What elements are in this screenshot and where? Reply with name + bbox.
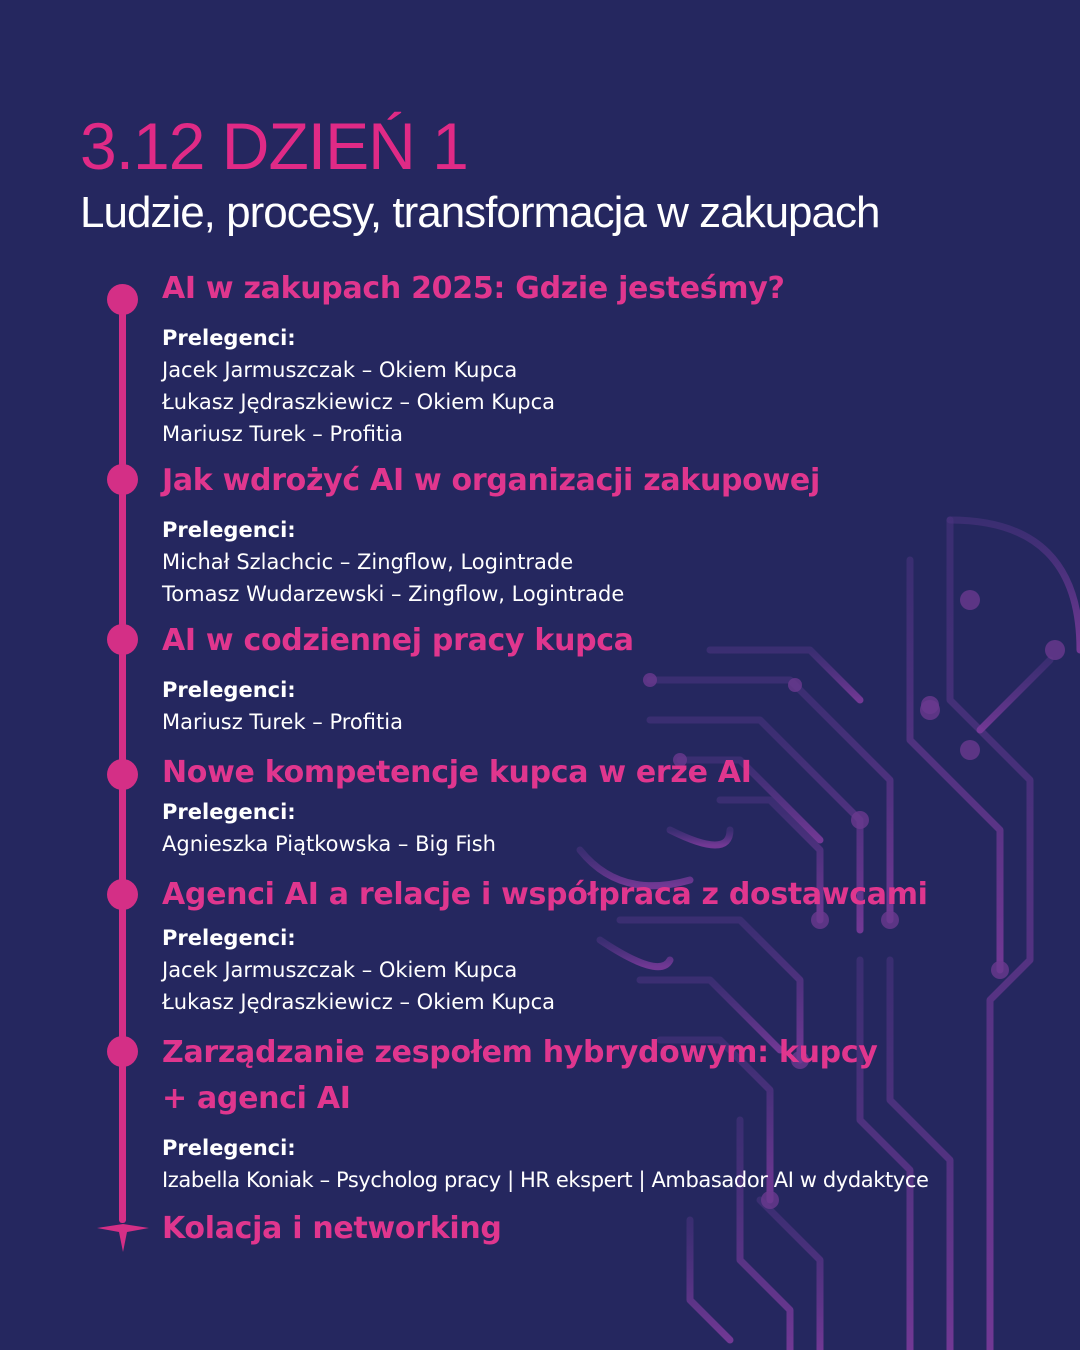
- timeline-dot: [107, 624, 138, 655]
- page-title: 3.12 DZIEŃ 1: [80, 109, 468, 183]
- speakers-label: Prelegenci:: [162, 518, 296, 542]
- session-3: [162, 618, 1022, 738]
- speaker: Łukasz Jędraszkiewicz – Okiem Kupca: [162, 390, 556, 414]
- timeline-dot: [107, 1036, 138, 1067]
- session-2: [162, 458, 1022, 610]
- session-4: [162, 750, 1022, 860]
- page-subtitle: Ludzie, procesy, transformacja w zakupach: [80, 188, 880, 237]
- closing-title: Kolacja i networking: [162, 1211, 502, 1246]
- session-title: AI w zakupach 2025: Gdzie jesteśmy?: [162, 271, 785, 306]
- speaker: Mariusz Turek – Profitia: [162, 710, 403, 734]
- session-title: AI w codziennej pracy kupca: [162, 623, 634, 658]
- session-title: Agenci AI a relacje i współpraca z dostawcami: [162, 877, 928, 912]
- speakers-label: Prelegenci:: [162, 1136, 296, 1160]
- speakers-label: Prelegenci:: [162, 926, 296, 950]
- session-title: Zarządzanie zespołem hybrydowym: kupcy: [162, 1035, 878, 1070]
- closing-session: [162, 1206, 1022, 1252]
- session-title: Nowe kompetencje kupca w erze AI: [162, 755, 752, 790]
- timeline-dot: [107, 879, 138, 910]
- speaker: Jacek Jarmuszczak – Okiem Kupca: [162, 958, 518, 982]
- session-6: [162, 1030, 1022, 1196]
- speaker: Agnieszka Piątkowska – Big Fish: [162, 832, 496, 856]
- speaker: Michał Szlachcic – Zingflow, Logintrade: [162, 550, 574, 574]
- session-title: Jak wdrożyć AI w organizacji zakupowej: [162, 463, 820, 498]
- speaker: Łukasz Jędraszkiewicz – Okiem Kupca: [162, 990, 556, 1014]
- speakers-label: Prelegenci:: [162, 800, 296, 824]
- timeline-dot: [107, 759, 138, 790]
- session-5: [162, 872, 1022, 1018]
- speaker: Izabella Koniak – Psycholog pracy | HR ekspert | Ambasador AI w dydaktyce: [162, 1168, 929, 1192]
- speaker: Mariusz Turek – Profitia: [162, 422, 403, 446]
- timeline-dot: [107, 284, 138, 315]
- speaker: Jacek Jarmuszczak – Okiem Kupca: [162, 358, 518, 382]
- speakers-label: Prelegenci:: [162, 678, 296, 702]
- timeline-end-arrow-icon: [97, 1206, 149, 1254]
- timeline-dot: [107, 464, 138, 495]
- session-title-continued: + agenci AI: [162, 1081, 351, 1116]
- speaker: Tomasz Wudarzewski – Zingflow, Logintrade: [162, 582, 625, 606]
- speakers-label: Prelegenci:: [162, 326, 296, 350]
- session-1: [162, 266, 1022, 450]
